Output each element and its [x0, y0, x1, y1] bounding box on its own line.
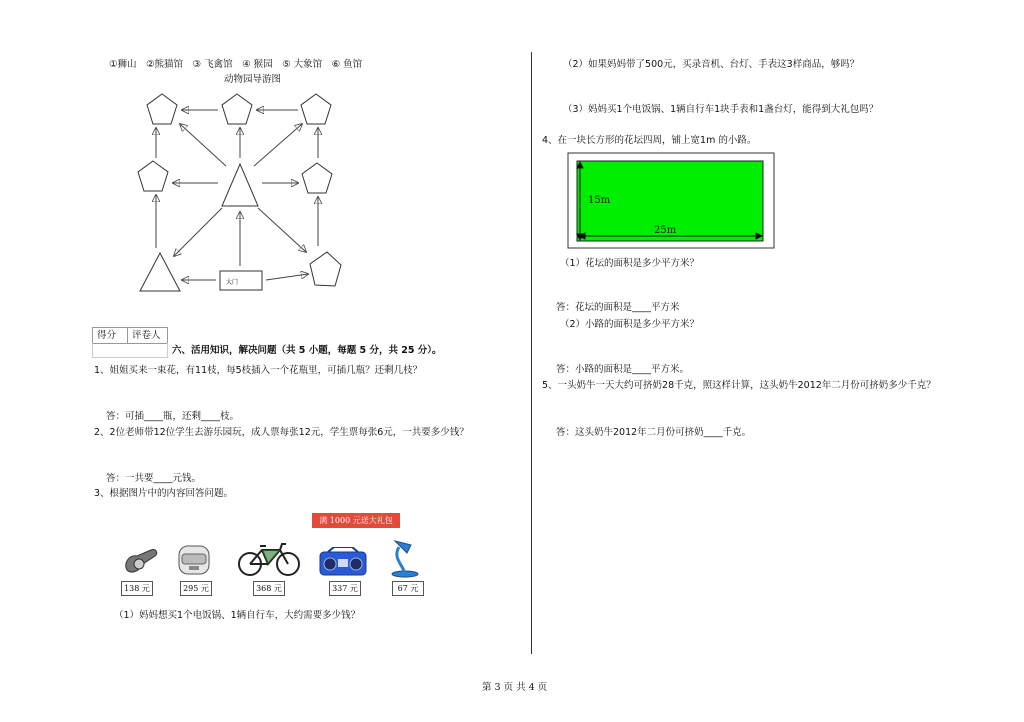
price-tag-radio: 337 元	[329, 581, 361, 596]
score-box-blank	[92, 343, 168, 358]
column-divider	[531, 52, 532, 654]
gift-banner: 满 1000 元送大礼包	[312, 513, 400, 528]
price-tag-watch: 138 元	[121, 581, 153, 596]
pentagon-top-right	[301, 94, 331, 124]
page-footer: 第 3 页 共 4 页	[482, 682, 548, 693]
q5-text: 5、一头奶牛一天大约可挤奶28千克，照这样计算，这头奶牛2012年二月份可挤奶多少千克？	[542, 380, 936, 391]
q4-sub1: （1）花坛的面积是多少平方米？	[560, 258, 700, 269]
triangle-center	[222, 164, 258, 206]
q3-text: 3、根据图片中的内容回答问题。	[94, 488, 234, 499]
q4-text: 4、在一块长方形的花坛四周，铺上宽1m 的小路。	[542, 135, 757, 146]
q4-ans2: 答：小路的面积是____平方米。	[556, 364, 690, 375]
bicycle-icon	[236, 540, 302, 578]
q3-sub1: （1）妈妈想买1个电饭锅、1辆自行车，大约需要多少钱？	[114, 610, 361, 621]
price-tag-bicycle: 368 元	[253, 581, 285, 596]
watch-icon	[121, 542, 161, 576]
score-label: 得分	[93, 328, 128, 343]
pentagon-top-mid	[222, 94, 252, 124]
garden-length-label: 25m	[654, 225, 677, 236]
pentagon-mid-right	[302, 163, 332, 193]
garden-width-label: 15m	[588, 195, 611, 206]
zoo-map-title: 动物园导游图	[224, 74, 282, 85]
q2-answer: 答：一共要____元钱。	[106, 473, 202, 484]
q3-sub3: （3）妈妈买1个电饭锅、1辆自行车1块手表和1盏台灯，能得到大礼包吗？	[563, 104, 879, 115]
pentagon-bottom-right	[310, 252, 341, 286]
reviewer-label: 评卷人	[132, 330, 161, 341]
q5-answer: 答：这头奶牛2012年二月份可挤奶____千克。	[556, 427, 752, 438]
zoo-legend: ①狮山 ②熊猫馆 ③ 飞禽馆 ④ 猴园 ⑤ 大象馆 ⑥ 鱼馆	[109, 59, 363, 70]
q4-sub2: （2）小路的面积是多少平方米？	[560, 319, 700, 330]
section-title: 六、活用知识，解决问题（共 5 小题，每题 5 分，共 25 分）。	[172, 345, 442, 356]
q3-sub2: （2）如果妈妈带了500元，买录音机、台灯、手表这3样商品，够吗？	[563, 59, 860, 70]
price-tag-lamp: 67 元	[392, 581, 424, 596]
pentagon-mid-left	[138, 161, 168, 191]
q1-answer: 答：可插____瓶，还剩____枝。	[106, 411, 240, 422]
rice-cooker-icon	[176, 540, 212, 578]
desk-lamp-icon	[385, 537, 429, 579]
price-tag-rice-cooker: 295 元	[180, 581, 212, 596]
gate-label: 大门	[226, 279, 239, 286]
radio-icon	[318, 547, 368, 577]
pentagon-top-left	[147, 94, 177, 124]
zoo-map	[130, 88, 350, 298]
score-box	[92, 327, 168, 344]
q4-ans1: 答：花坛的面积是____平方米	[556, 302, 680, 313]
triangle-bottom-left	[140, 253, 180, 291]
q2-text: 2、2位老师带12位学生去游乐园玩，成人票每张12元，学生票每张6元，一共要多少钱？	[94, 427, 469, 438]
q1-text: 1、姐姐买来一束花，有11枝，每5枝插入一个花瓶里，可插几瓶？还剩几枝？	[94, 365, 423, 376]
